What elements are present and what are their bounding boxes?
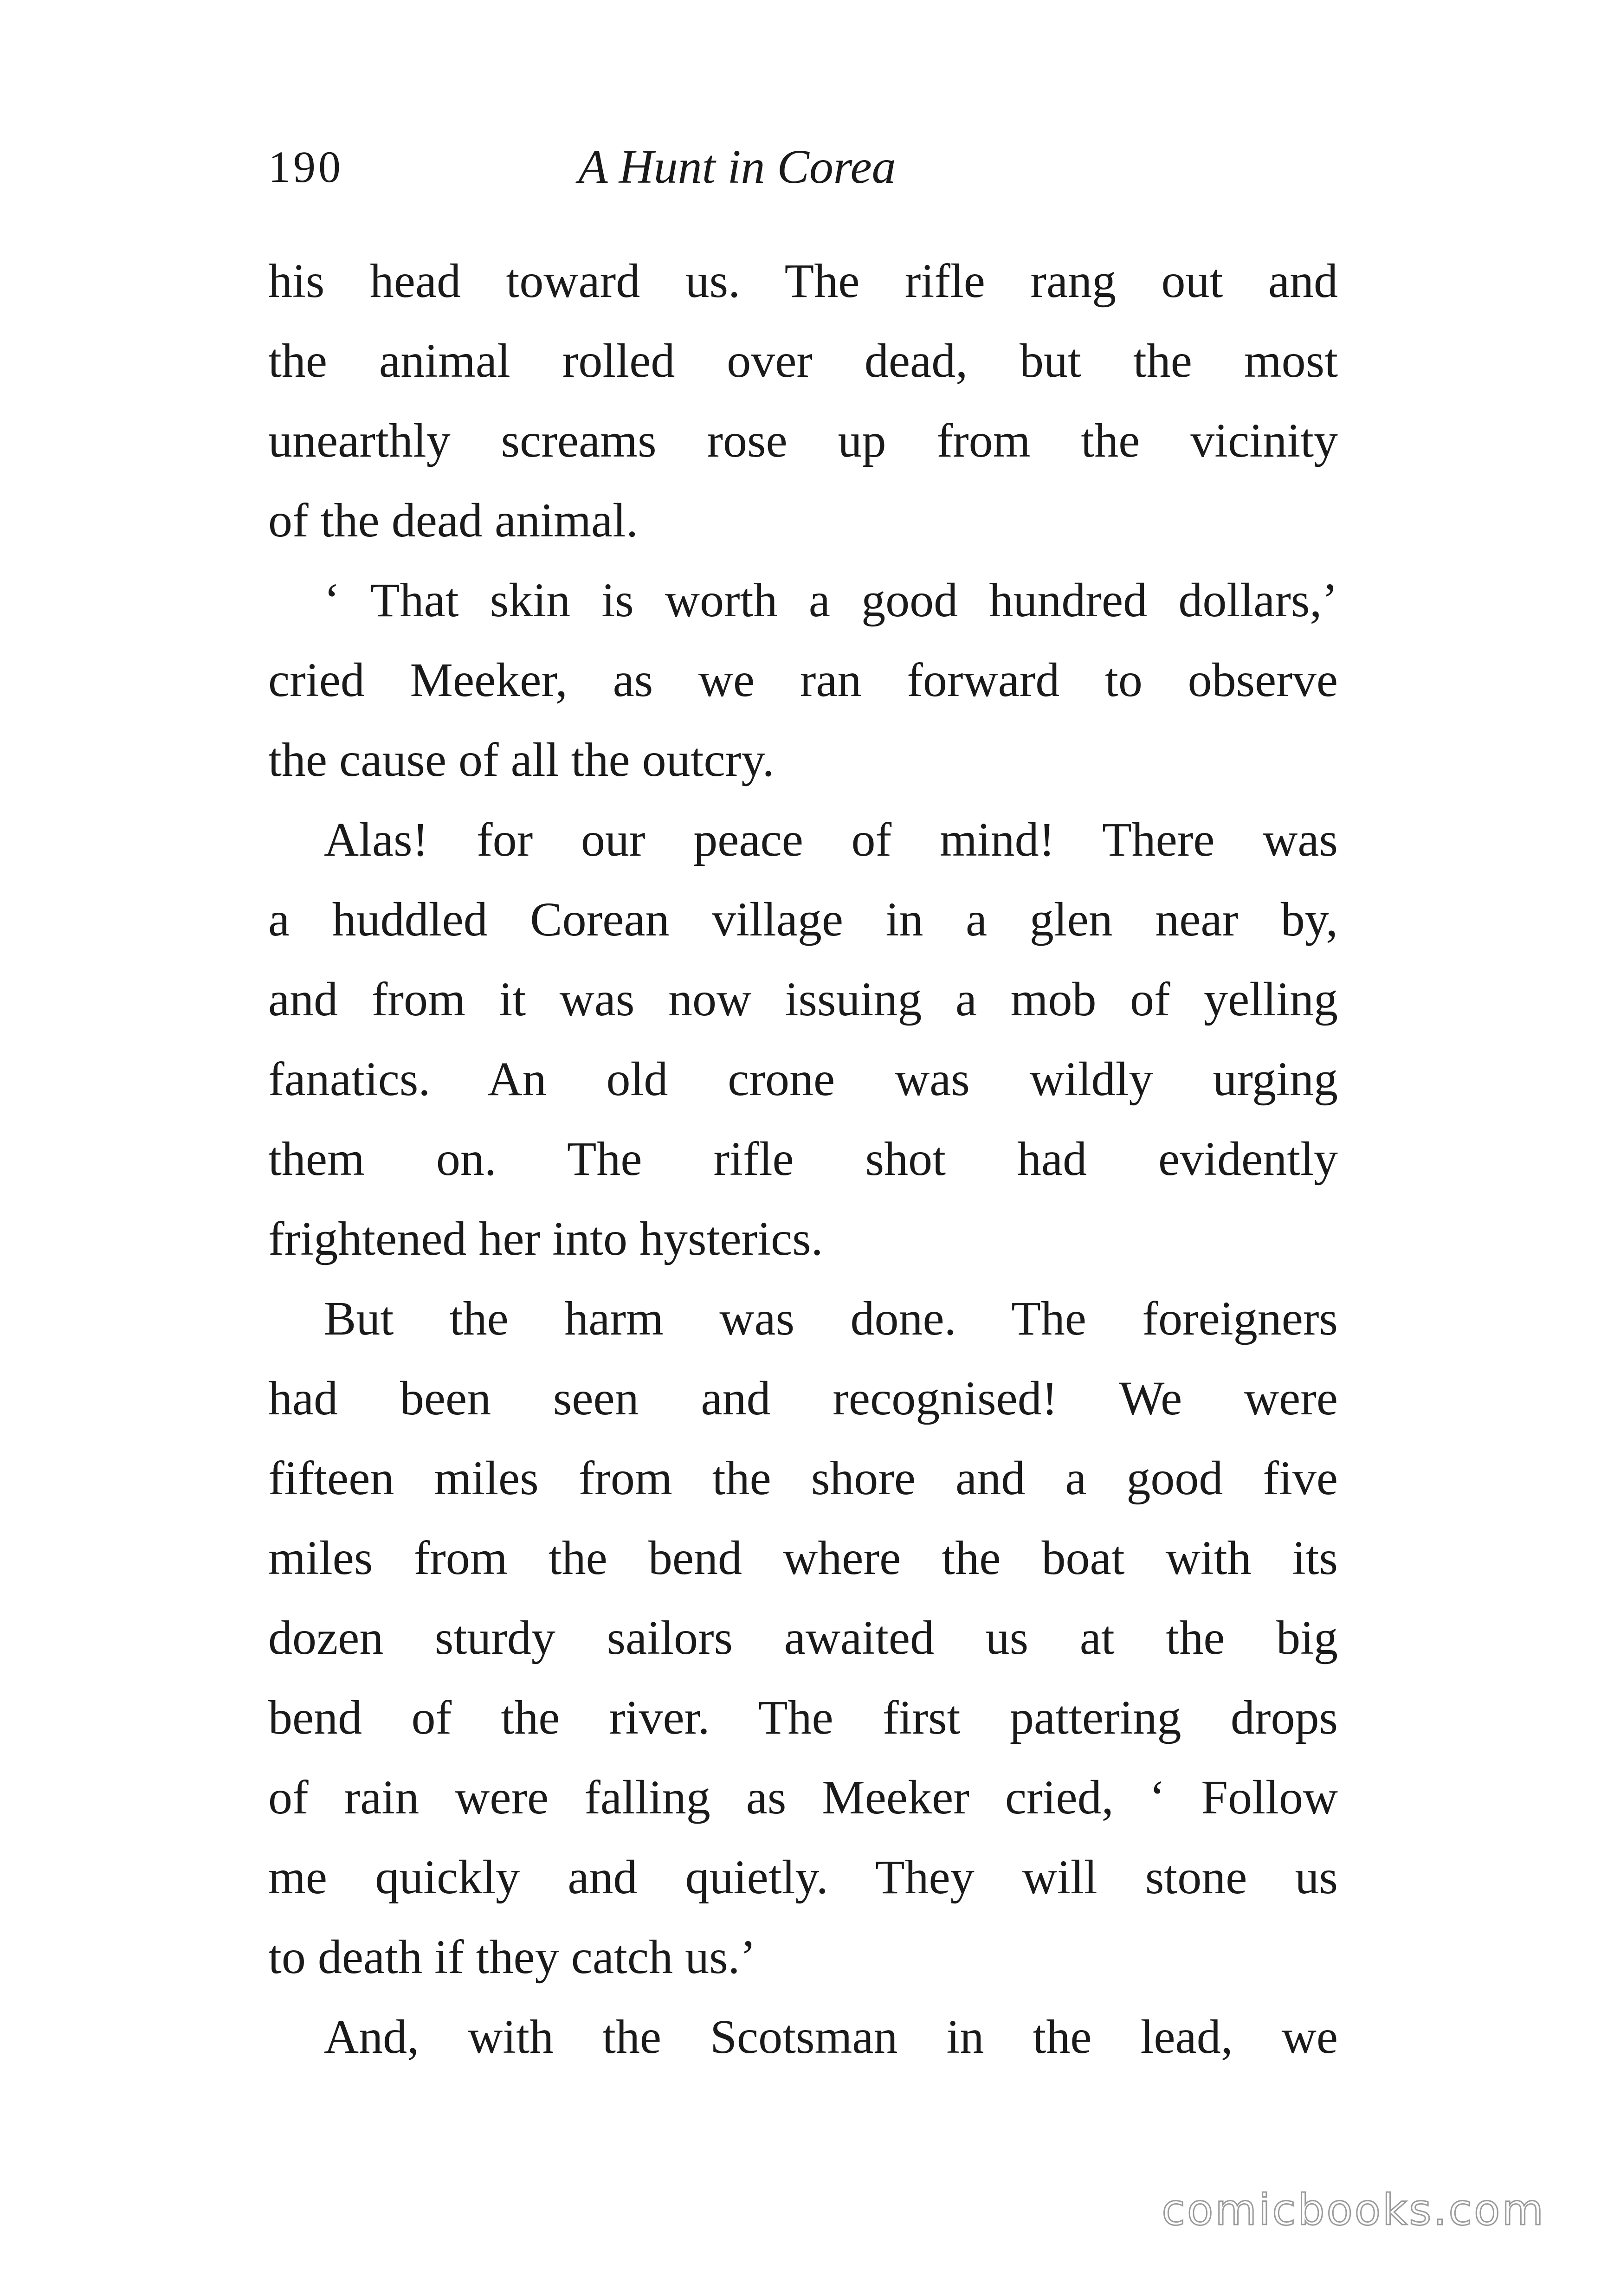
text-line: unearthly screams rose up from the vicinity: [268, 414, 1338, 467]
text-line: to death if they catch us.’: [268, 1930, 756, 1984]
page-header: [268, 139, 1336, 204]
text-line: his head toward us. The rifle rang out and: [268, 254, 1338, 308]
body-text: [268, 241, 1338, 2077]
page-number: 190: [268, 142, 343, 192]
running-title: A Hunt in Corea: [578, 140, 896, 193]
text-line: ‘ That skin is worth a good hundred dollars,’: [324, 574, 1338, 627]
text-line: them on. The rifle shot had evidently: [268, 1132, 1338, 1186]
text-line: bend of the river. The first pattering drops: [268, 1691, 1338, 1744]
text-line: a huddled Corean village in a glen near by,: [268, 893, 1338, 946]
text-line: me quickly and quietly. They will stone us: [268, 1851, 1338, 1904]
text-line: of the dead animal.: [268, 494, 639, 547]
text-line: the cause of all the outcry.: [268, 733, 775, 787]
watermark: comicbooks.com: [1162, 2185, 1545, 2235]
text-line: fanatics. An old crone was wildly urging: [268, 1052, 1338, 1106]
text-line: And, with the Scotsman in the lead, we: [324, 2010, 1338, 2064]
text-line: miles from the bend where the boat with its: [268, 1531, 1338, 1585]
text-line: the animal rolled over dead, but the most: [268, 334, 1338, 387]
text-line: fifteen miles from the shore and a good five: [268, 1451, 1338, 1505]
text-line: and from it was now issuing a mob of yelling: [268, 973, 1338, 1026]
text-line: had been seen and recognised! We were: [268, 1372, 1338, 1425]
text-line: Alas! for our peace of mind! There was: [324, 813, 1338, 866]
text-line: of rain were falling as Meeker cried, ‘ Follow: [268, 1771, 1338, 1824]
text-line: cried Meeker, as we ran forward to observe: [268, 653, 1338, 707]
text-line: But the harm was done. The foreigners: [324, 1292, 1338, 1345]
text-line: dozen sturdy sailors awaited us at the big: [268, 1611, 1338, 1664]
text-line: frightened her into hysterics.: [268, 1212, 823, 1265]
